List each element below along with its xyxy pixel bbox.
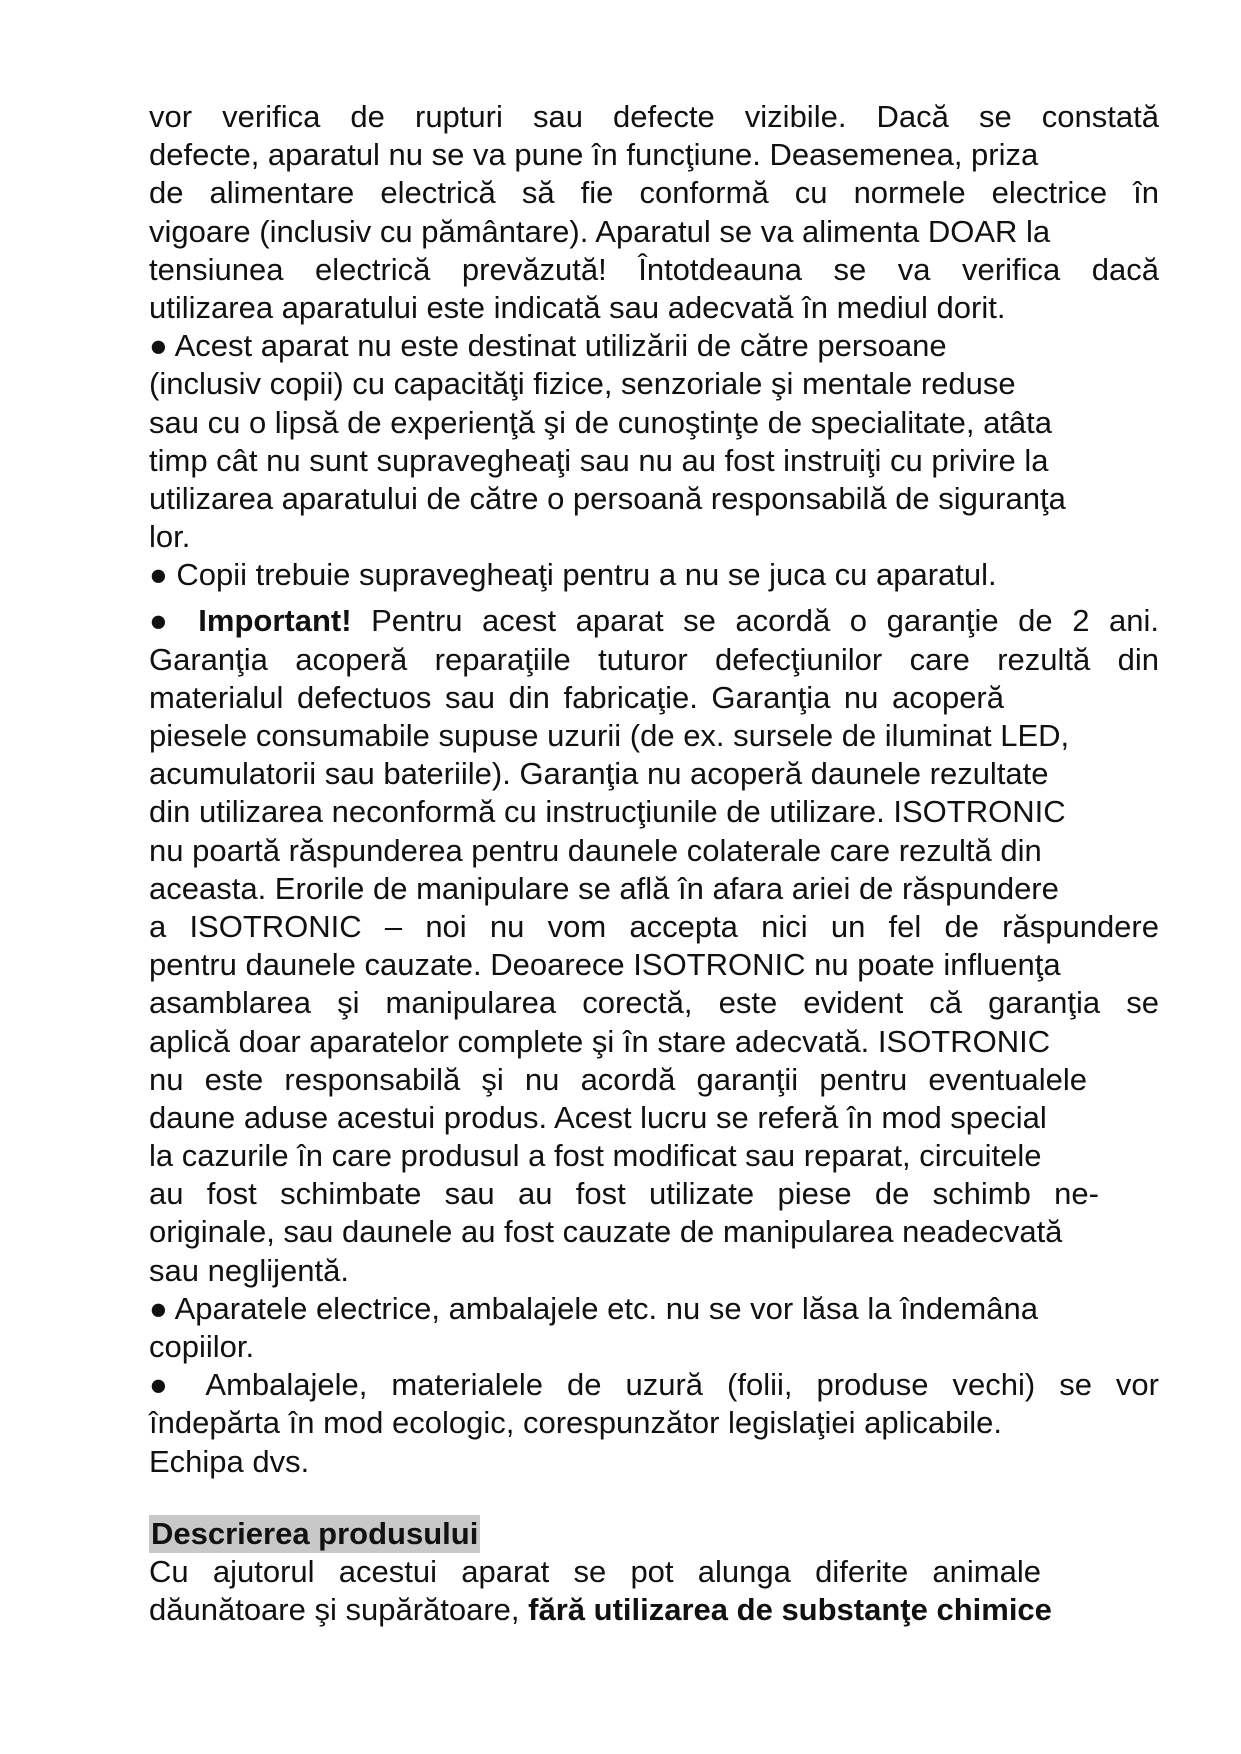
text-line: utilizarea aparatului de către o persoană responsabilă de siguranţa — [149, 480, 1066, 516]
spacer — [149, 1481, 1159, 1515]
text-line: de alimentare electrică să fie conformă cu normele electrice în — [149, 175, 1159, 211]
intro-paragraph — [149, 98, 1159, 327]
text-line: ● Aparatele electrice, ambalajele etc. nu se vor lăsa la îndemâna — [149, 1290, 1038, 1326]
text-line: defecte, aparatul nu se va pune în funcţiune. Deasemenea, priza — [149, 137, 1039, 173]
text-line: la cazurile în care produsul a fost modificat sau reparat, circuitele — [149, 1138, 1042, 1174]
important-label: Important! — [198, 603, 352, 639]
text-line: îndepărta în mod ecologic, corespunzător legislaţiei aplicabile. — [149, 1405, 1002, 1441]
text-line: originale, sau daunele au fost cauzate de manipularea neadecvată — [149, 1214, 1063, 1250]
text-line: utilizarea aparatului este indicată sau adecvată în mediul dorit. — [149, 289, 1006, 325]
text-line: aplică doar aparatelor complete şi în stare adecvată. ISOTRONIC — [149, 1023, 1051, 1059]
text-line: din utilizarea neconformă cu instrucţiunile de utilizare. ISOTRONIC — [149, 794, 1066, 830]
text-line: daune aduse acestui produs. Acest lucru se referă în mod special — [149, 1099, 1047, 1135]
text-line: au fost schimbate sau au fost utilizate piese de schimb ne- — [149, 1176, 1099, 1212]
text-line: a ISOTRONIC – noi nu vom accepta nici un fel de răspundere — [149, 908, 1159, 944]
bullet-disposal — [149, 1366, 1159, 1442]
description-line-2-bold: fără utilizarea de substanţe chimice — [528, 1592, 1052, 1628]
text-line: nu este responsabilă şi nu acordă garanţii pentru eventualele — [149, 1061, 1087, 1097]
text-line: copiilor. — [149, 1329, 255, 1364]
text-line: ● Ambalajele, materialele de uzură (folii, produse vechi) se vor — [149, 1367, 1159, 1403]
section-heading: Descrierea produsului — [151, 1515, 479, 1551]
text-line: (inclusiv copii) cu capacităţi fizice, senzoriale şi mentale reduse — [149, 366, 1016, 402]
bullet-symbol: ● — [149, 603, 179, 639]
text-line: aceasta. Erorile de manipulare se află în afara ariei de răspundere — [149, 870, 1059, 906]
text-line: asamblarea şi manipularea corectă, este evident că garanţia se — [149, 985, 1159, 1021]
text-line: nu poartă răspunderea pentru daunele colaterale care rezultă din — [149, 832, 1042, 868]
text-line: lor. — [149, 519, 191, 555]
description-line-2-text: dăunătoare şi supărătoare, — [149, 1592, 520, 1628]
description-line-2 — [149, 1591, 1159, 1629]
text-line: ● Acest aparat nu este destinat utilizării de către persoane — [149, 328, 947, 364]
signature: Echipa dvs. — [149, 1443, 310, 1479]
text-line: piesele consumabile supuse uzurii (de ex. sursele de iluminat LED, — [149, 718, 1070, 753]
section-heading-row — [149, 1515, 1159, 1553]
bullet-persons — [149, 327, 1159, 556]
warranty-paragraph — [149, 602, 1159, 1289]
text-line: acumulatorii sau bateriile). Garanţia nu acoperă daunele rezultate — [149, 756, 1049, 792]
text-line: vigoare (inclusiv cu pământare). Aparatul se va alimenta DOAR la — [149, 213, 1051, 249]
bullet-children: ● Copii trebuie supravegheaţi pentru a nu se juca cu aparatul. — [149, 557, 997, 593]
warranty-first-line-text: Pentru acest aparat se acordă o garanţie de 2 ani. — [371, 603, 1160, 639]
text-line: Garanţia acoperă reparaţiile tuturor defecţiunilor care rezultă din — [149, 641, 1159, 677]
text-line: timp cât nu sunt supravegheaţi sau nu au fost instruiţi cu privire la — [149, 442, 1049, 478]
text-line: vor verifica de rupturi sau defecte vizibile. Dacă se constată — [149, 99, 1159, 134]
warranty-first-line — [149, 602, 1159, 640]
bullet-packaging-reach — [149, 1290, 1159, 1366]
text-line: pentru daunele cauzate. Deoarece ISOTRONIC nu poate influenţa — [149, 947, 1061, 983]
document-page — [149, 98, 1159, 1629]
text-line: sau cu o lipsă de experienţă şi de cunoştinţe de specialitate, atâta — [149, 404, 1053, 440]
spacer — [149, 594, 1159, 602]
text-line: tensiunea electrică prevăzută! Întotdeauna se va verifica dacă — [149, 251, 1159, 287]
product-description-section — [149, 1515, 1159, 1630]
text-line: sau neglijentă. — [149, 1252, 349, 1288]
text-line: materialul defectuos sau din fabricaţie. Garanţia nu acoperă — [149, 679, 1004, 715]
text-line: Cu ajutorul acestui aparat se pot alunga diferite animale — [149, 1553, 1041, 1589]
